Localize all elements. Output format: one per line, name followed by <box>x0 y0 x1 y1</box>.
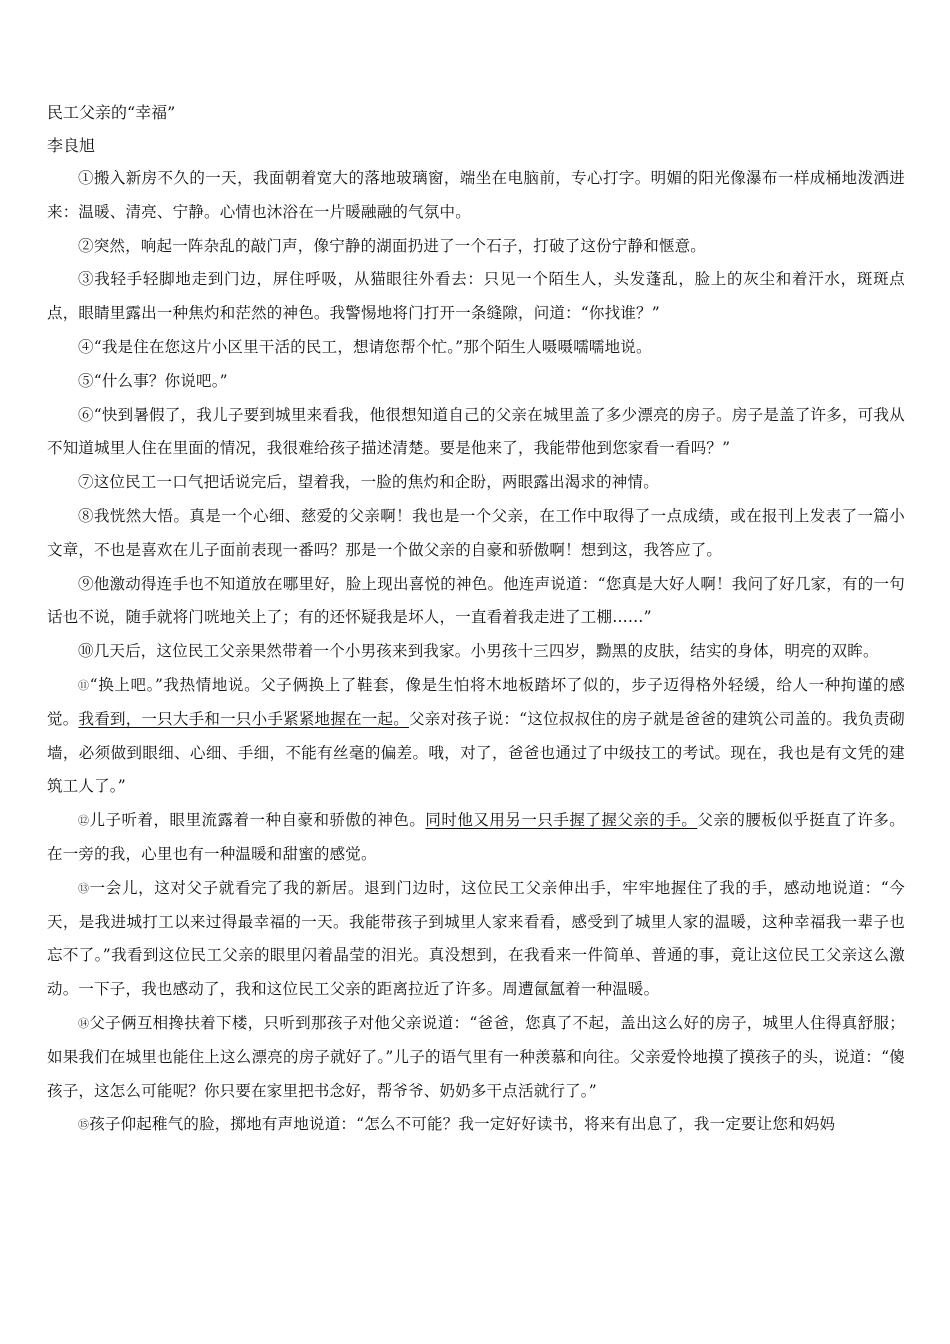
paragraph-number: ③ <box>78 270 95 289</box>
paragraph-text: 突然，响起一阵杂乱的敲门声，像宁静的湖面扔进了一个石子，打破了这份宁静和惬意。 <box>93 236 707 255</box>
paragraph-text: 我轻手轻脚地走到门边，屏住呼吸，从猫眼往外看去：只见一个陌生人，头发蓬乱，脸上的灰尘和着汗水，斑斑点点，眼睛里露出一种焦灼和茫然的神色。我警惕地将门打开一条缝隙，问道：“你找谁？” <box>47 270 905 323</box>
paragraph-number: ⑬ <box>78 881 90 895</box>
paragraph-text: 父子俩互相搀扶着下楼，只听到那孩子对他父亲说道：“爸爸，您真了不起，盖出这么好的房子，城里人住得真舒服；如果我们在城里也能住上这么漂亮的房子就好了。”儿子的语气里有一种羡慕和向往。父亲爱怜地摸了摸孩子的头，说道：“傻孩子，这怎么可能呢？你只要在家里把书念好，帮爷爷、奶奶多干点活就行了。” <box>47 1013 906 1100</box>
paragraph-number: ⑦ <box>78 473 94 492</box>
paragraph <box>47 399 905 467</box>
paragraph <box>47 669 905 804</box>
paragraph <box>47 804 905 872</box>
paragraph-number: ⑩ <box>78 642 94 661</box>
article-title: 民工父亲的“幸福” <box>47 103 176 122</box>
paragraph-text: 孩子仰起稚气的脸，掷地有声地说道：“怎么不可能？我一定好好读书，将来有出息了，我一定要让您和妈妈 <box>89 1115 836 1134</box>
paragraph-number: ④ <box>78 337 94 356</box>
paragraph <box>47 635 905 669</box>
paragraph <box>47 500 905 568</box>
paragraph-text: 搬入新房不久的一天，我面朝着宽大的落地玻璃窗，端坐在电脑前，专心打字。明媚的阳光像瀑布一样成桶地泼洒进来：温暖、清亮、宁静。心情也沐浴在一片暖融融的气氛中。 <box>47 169 905 221</box>
paragraph-text-continued: 父亲对孩子说：“这位叔叔住的房子就是爸爸的建筑公司盖的。我负责砌墙，必须做到眼细、心细、手细，不能有丝毫的偏差。哦，对了，爸爸也通过了中级技工的考试。现在，我也是有文凭的建筑工人了。” <box>47 709 906 796</box>
underlined-sentence: 同时他又用另一只手握了握父亲的手。 <box>425 811 698 830</box>
paragraph <box>47 331 905 365</box>
paragraph <box>47 872 905 1007</box>
paragraph-number: ⑨ <box>78 574 94 593</box>
paragraph-text: 一会儿，这对父子就看完了我的新居。退到门边时，这位民工父亲伸出手，牢牢地握住了我的手，感动地说道：“今天，是我进城打工以来过得最幸福的一天。我能带孩子到城里人家来看看，感受到了城里人家的温暖，这种幸福我一辈子也忘不了。”我看到这位民工父亲的眼里闪着晶莹的泪光。真没想到，在我看来一件简单、普通的事，竟让这位民工父亲这么激动。一下子，我也感动了，我和这位民工父亲的距离拉近了许多。周遭氤氲着一种温暖。 <box>47 878 905 999</box>
paragraph-number: ⑭ <box>78 1016 90 1030</box>
underlined-sentence: 我看到，一只大手和一只小手紧紧地握在一起。 <box>78 709 409 728</box>
paragraph <box>47 466 905 500</box>
paragraph-text: 几天后，这位民工父亲果然带着一个小男孩来到我家。小男孩十三四岁，黝黑的皮肤，结实的身体，明亮的双眸。 <box>93 642 879 661</box>
paragraph-text: 他激动得连手也不知道放在哪里好，脸上现出喜悦的神色。他连声说道：“您真是大好人啊！我问了好几家，有的一句话也不说，随手就将门咣地关上了；有的还怀疑我是坏人，一直看着我走进了工棚……” <box>47 574 905 627</box>
paragraph-text: 这位民工一口气把话说完后，望着我，一脸的焦灼和企盼，两眼露出渴求的神情。 <box>93 473 659 492</box>
paragraph-number: ⑮ <box>78 1118 90 1132</box>
paragraph-number: ⑥ <box>78 405 94 424</box>
paragraph-text: 我恍然大悟。真是一个心细、慈爱的父亲啊！我也是一个父亲，在工作中取得了一点成绩，或在报刊上发表了一篇小文章，不也是喜欢在儿子面前表现一番吗？那是一个做父亲的自豪和骄傲啊！想到这，我答应了。 <box>47 506 905 559</box>
paragraph-text: “换上吧。”我热情地说。父子俩换上了鞋套，像是生怕将木地板踏坏了似的，步子迈得格外轻缓，给人一种拘谨的感觉。 <box>47 675 905 728</box>
paragraph-number: ⑪ <box>78 678 90 692</box>
paragraph <box>47 230 905 264</box>
article <box>47 96 905 1142</box>
article-author: 李良旭 <box>47 136 96 155</box>
paragraph-text: “快到暑假了，我儿子要到城里来看我，他很想知道自己的父亲在城里盖了多少漂亮的房子。房子是盖了许多，可我从不知道城里人住在里面的情况，我很难给孩子描述清楚。要是他来了，我能带他到您家看一看吗？” <box>47 405 905 458</box>
paragraph-text: “我是住在您这片小区里干活的民工，想请您帮个忙。”那个陌生人嗫嗫嚅嚅地说。 <box>93 337 652 356</box>
paragraph-number: ⑫ <box>78 814 90 828</box>
paragraph <box>47 568 905 636</box>
paragraph <box>47 1007 905 1108</box>
paragraph-text: “什么事？你说吧。” <box>93 371 228 390</box>
paragraph <box>47 263 905 331</box>
paragraph <box>47 365 905 399</box>
paragraph-text-continued: 父亲的腰板似乎挺直了许多。在一旁的我，心里也有一种温暖和甜蜜的感觉。 <box>47 811 906 863</box>
paragraph-text: 儿子听着，眼里流露着一种自豪和骄傲的神色。 <box>89 811 426 830</box>
paragraph-number: ⑧ <box>78 506 94 525</box>
article-body <box>47 162 905 1142</box>
paragraph-number: ② <box>78 236 94 255</box>
paragraph <box>47 1108 905 1142</box>
paragraph <box>47 162 905 230</box>
paragraph-number: ⑤ <box>78 371 94 390</box>
paragraph-number: ① <box>78 169 94 187</box>
